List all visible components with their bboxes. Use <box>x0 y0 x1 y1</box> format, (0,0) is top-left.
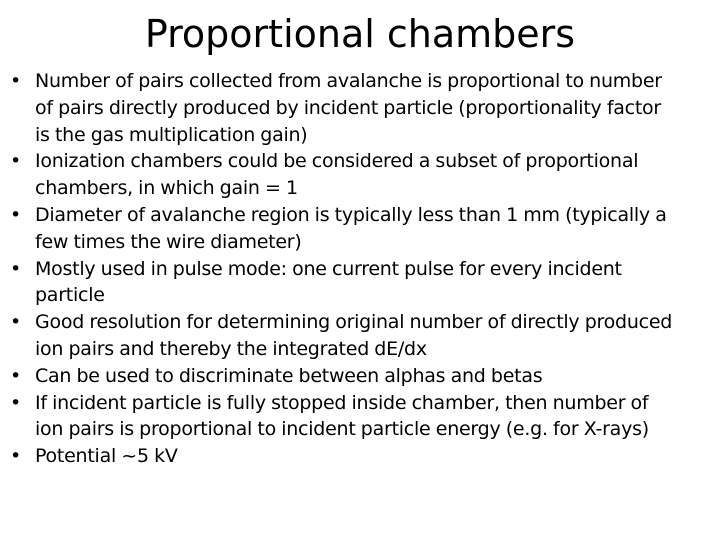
bullet-item <box>10 443 716 470</box>
bullet-marker: • <box>10 203 21 226</box>
bullet-text-line: ion pairs is proportional to incident particle energy (e.g. for X-rays) <box>35 418 649 441</box>
bullet-item <box>10 309 716 363</box>
bullet-item <box>10 390 716 444</box>
bullet-text-line: Can be used to discriminate between alphas and betas <box>35 364 543 387</box>
bullet-text-line: of pairs directly produced by incident particle (proportionality factor <box>35 96 661 119</box>
bullet-text-line: Ionization chambers could be considered a subset of proportional <box>35 150 639 173</box>
bullet-marker: • <box>10 311 21 334</box>
bullet-item <box>10 202 716 256</box>
bullet-text-line: few times the wire diameter) <box>35 230 302 253</box>
bullet-text-line: Potential ~5 kV <box>35 445 178 468</box>
bullet-item <box>10 68 716 148</box>
bullet-item <box>10 256 716 310</box>
bullet-list <box>10 68 716 470</box>
bullet-text-line: Number of pairs collected from avalanche is proportional to number <box>35 70 662 92</box>
bullet-marker: • <box>10 391 21 414</box>
bullet-item <box>10 363 716 390</box>
bullet-text-line: ion pairs and thereby the integrated dE/dx <box>35 337 427 360</box>
bullet-marker: • <box>10 150 21 173</box>
bullet-text-line: If incident particle is fully stopped inside chamber, then number of <box>35 391 649 414</box>
bullet-text-line: Mostly used in pulse mode: one current pulse for every incident <box>35 257 622 280</box>
bullet-text-line: particle <box>35 284 105 307</box>
bullet-text-line: Diameter of avalanche region is typically less than 1 mm (typically a <box>35 203 667 226</box>
bullet-marker: • <box>10 445 21 468</box>
slide-title: Proportional chambers <box>144 12 576 56</box>
bullet-text-line: Good resolution for determining original number of directly produced <box>35 311 673 334</box>
bullet-marker: • <box>10 364 21 387</box>
bullet-text-line: is the gas multiplication gain) <box>35 123 308 146</box>
bullet-item <box>10 148 716 202</box>
bullet-text-line: chambers, in which gain = 1 <box>35 177 298 200</box>
bullet-marker: • <box>10 257 21 280</box>
bullet-marker: • <box>10 70 21 92</box>
